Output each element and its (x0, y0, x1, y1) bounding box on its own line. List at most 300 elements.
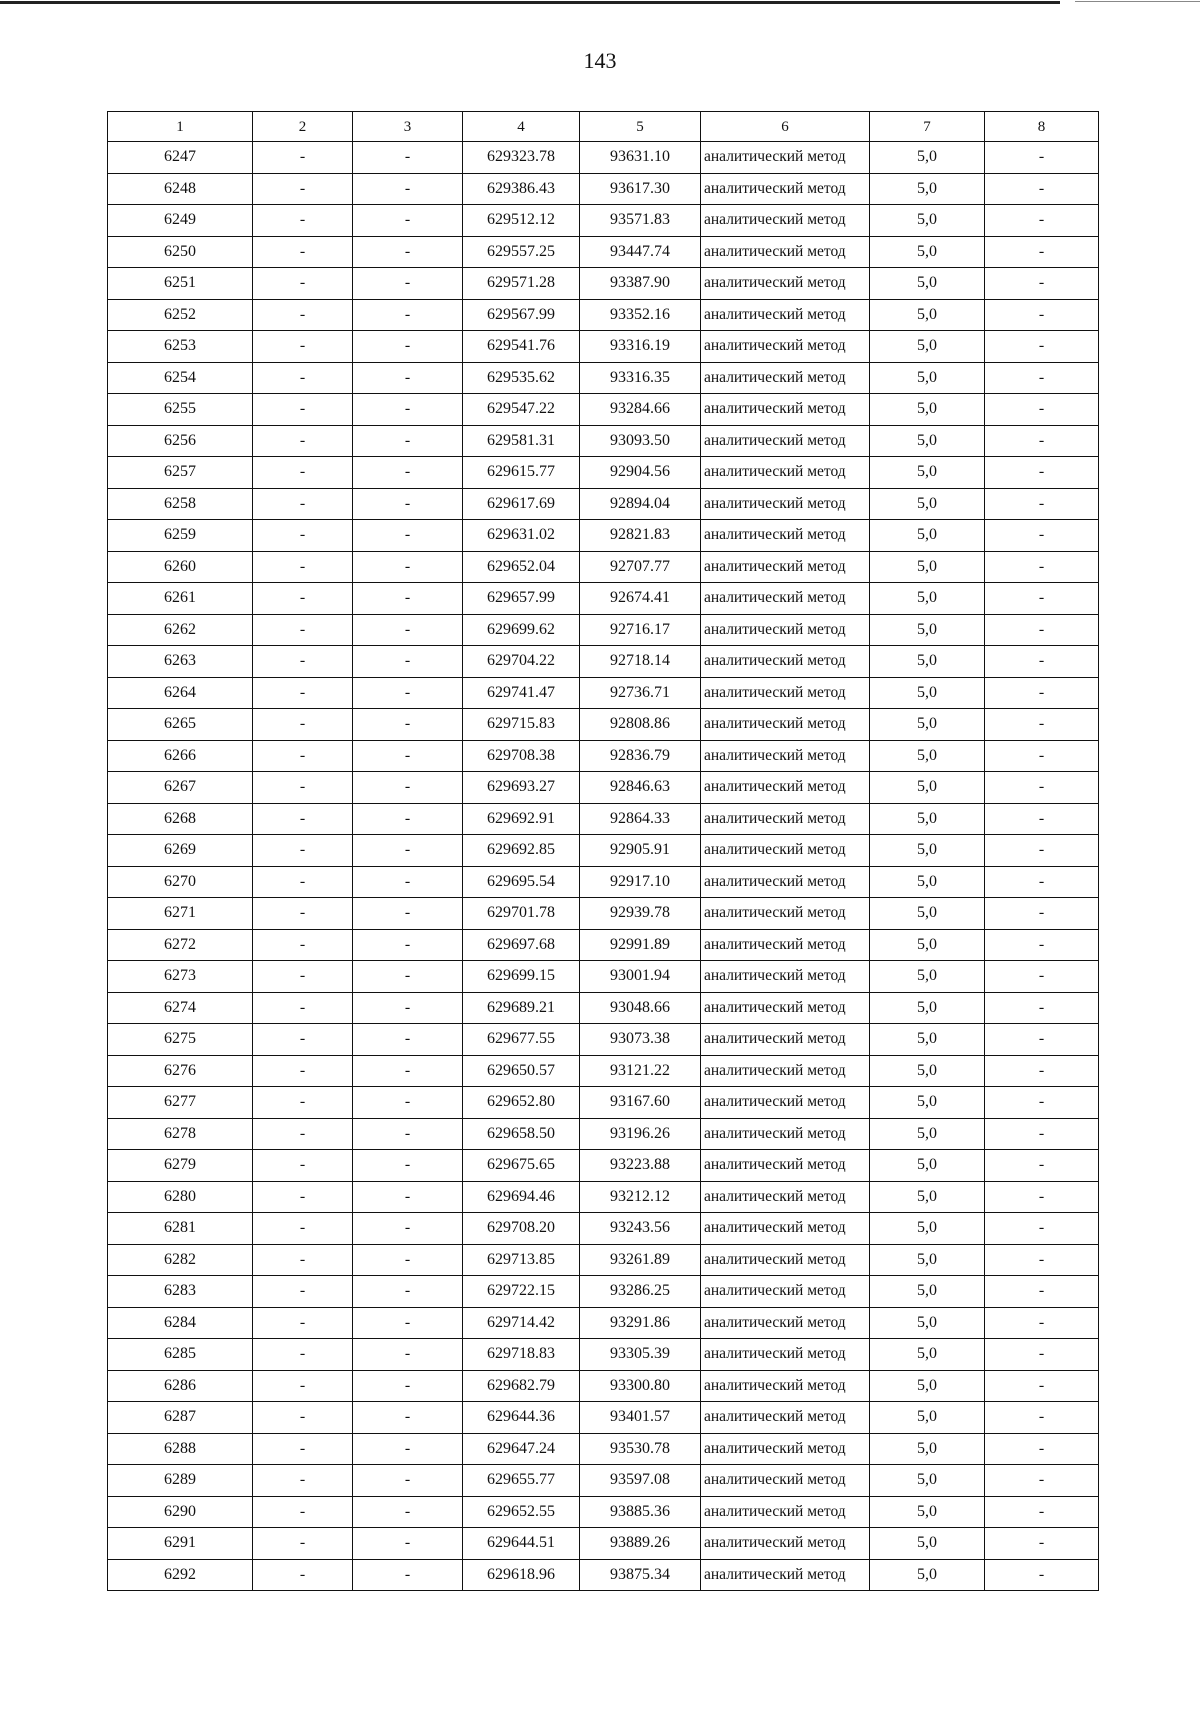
table-row (108, 677, 1099, 709)
x-coordinate-cell: 629699.62 (463, 614, 580, 646)
table-row (108, 551, 1099, 583)
x-coordinate-cell: 629708.20 (463, 1213, 580, 1245)
x-coordinate-cell: 629675.65 (463, 1150, 580, 1182)
accuracy-cell: 5,0 (870, 992, 985, 1024)
col3-cell: - (353, 929, 463, 961)
col2-cell: - (253, 740, 353, 772)
col2-cell: - (253, 709, 353, 741)
col2-cell: - (253, 1370, 353, 1402)
point-number-cell: 6281 (108, 1213, 253, 1245)
col8-cell: - (985, 835, 1099, 867)
point-number-cell: 6268 (108, 803, 253, 835)
x-coordinate-cell: 629615.77 (463, 457, 580, 489)
col8-cell: - (985, 1276, 1099, 1308)
y-coordinate-cell: 92707.77 (580, 551, 701, 583)
method-cell: аналитический метод (701, 551, 870, 583)
accuracy-cell: 5,0 (870, 1024, 985, 1056)
column-header: 4 (463, 112, 580, 142)
table-row (108, 394, 1099, 426)
point-number-cell: 6257 (108, 457, 253, 489)
col3-cell: - (353, 1370, 463, 1402)
col3-cell: - (353, 835, 463, 867)
table-row (108, 1244, 1099, 1276)
col3-cell: - (353, 299, 463, 331)
point-number-cell: 6262 (108, 614, 253, 646)
method-cell: аналитический метод (701, 1276, 870, 1308)
method-cell: аналитический метод (701, 1528, 870, 1560)
col3-cell: - (353, 142, 463, 174)
point-number-cell: 6289 (108, 1465, 253, 1497)
y-coordinate-cell: 93352.16 (580, 299, 701, 331)
method-cell: аналитический метод (701, 142, 870, 174)
col2-cell: - (253, 961, 353, 993)
point-number-cell: 6260 (108, 551, 253, 583)
accuracy-cell: 5,0 (870, 1213, 985, 1245)
col2-cell: - (253, 268, 353, 300)
method-cell: аналитический метод (701, 961, 870, 993)
table-row (108, 520, 1099, 552)
x-coordinate-cell: 629718.83 (463, 1339, 580, 1371)
y-coordinate-cell: 92905.91 (580, 835, 701, 867)
col2-cell: - (253, 583, 353, 615)
col3-cell: - (353, 457, 463, 489)
col2-cell: - (253, 394, 353, 426)
col3-cell: - (353, 362, 463, 394)
y-coordinate-cell: 92904.56 (580, 457, 701, 489)
method-cell: аналитический метод (701, 835, 870, 867)
point-number-cell: 6271 (108, 898, 253, 930)
table-row (108, 1276, 1099, 1308)
col8-cell: - (985, 1087, 1099, 1119)
col2-cell: - (253, 299, 353, 331)
accuracy-cell: 5,0 (870, 173, 985, 205)
method-cell: аналитический метод (701, 1559, 870, 1591)
col3-cell: - (353, 394, 463, 426)
point-number-cell: 6278 (108, 1118, 253, 1150)
method-cell: аналитический метод (701, 488, 870, 520)
accuracy-cell: 5,0 (870, 1307, 985, 1339)
y-coordinate-cell: 93223.88 (580, 1150, 701, 1182)
col8-cell: - (985, 1339, 1099, 1371)
y-coordinate-cell: 93889.26 (580, 1528, 701, 1560)
accuracy-cell: 5,0 (870, 1276, 985, 1308)
col2-cell: - (253, 1118, 353, 1150)
method-cell: аналитический метод (701, 772, 870, 804)
col2-cell: - (253, 331, 353, 363)
method-cell: аналитический метод (701, 1244, 870, 1276)
method-cell: аналитический метод (701, 457, 870, 489)
col3-cell: - (353, 1276, 463, 1308)
y-coordinate-cell: 93196.26 (580, 1118, 701, 1150)
col3-cell: - (353, 1087, 463, 1119)
accuracy-cell: 5,0 (870, 614, 985, 646)
y-coordinate-cell: 93885.36 (580, 1496, 701, 1528)
col3-cell: - (353, 803, 463, 835)
method-cell: аналитический метод (701, 1496, 870, 1528)
column-header: 3 (353, 112, 463, 142)
x-coordinate-cell: 629547.22 (463, 394, 580, 426)
scan-edge-line (0, 1, 1060, 4)
method-cell: аналитический метод (701, 866, 870, 898)
x-coordinate-cell: 629652.55 (463, 1496, 580, 1528)
col2-cell: - (253, 1339, 353, 1371)
col2-cell: - (253, 614, 353, 646)
col8-cell: - (985, 268, 1099, 300)
table-row (108, 173, 1099, 205)
table-row (108, 961, 1099, 993)
coordinates-table (107, 111, 1099, 1591)
table-row (108, 1055, 1099, 1087)
col8-cell: - (985, 142, 1099, 174)
table-row (108, 1465, 1099, 1497)
x-coordinate-cell: 629512.12 (463, 205, 580, 237)
x-coordinate-cell: 629571.28 (463, 268, 580, 300)
table-row (108, 1087, 1099, 1119)
method-cell: аналитический метод (701, 646, 870, 678)
x-coordinate-cell: 629567.99 (463, 299, 580, 331)
y-coordinate-cell: 93316.19 (580, 331, 701, 363)
x-coordinate-cell: 629655.77 (463, 1465, 580, 1497)
method-cell: аналитический метод (701, 1150, 870, 1182)
accuracy-cell: 5,0 (870, 740, 985, 772)
accuracy-cell: 5,0 (870, 205, 985, 237)
point-number-cell: 6273 (108, 961, 253, 993)
point-number-cell: 6274 (108, 992, 253, 1024)
table-row (108, 803, 1099, 835)
col3-cell: - (353, 173, 463, 205)
accuracy-cell: 5,0 (870, 1055, 985, 1087)
y-coordinate-cell: 93286.25 (580, 1276, 701, 1308)
col8-cell: - (985, 740, 1099, 772)
col3-cell: - (353, 1402, 463, 1434)
point-number-cell: 6251 (108, 268, 253, 300)
point-number-cell: 6247 (108, 142, 253, 174)
x-coordinate-cell: 629704.22 (463, 646, 580, 678)
accuracy-cell: 5,0 (870, 457, 985, 489)
col2-cell: - (253, 1276, 353, 1308)
col3-cell: - (353, 583, 463, 615)
method-cell: аналитический метод (701, 740, 870, 772)
col8-cell: - (985, 677, 1099, 709)
col2-cell: - (253, 772, 353, 804)
scan-edge-line-right (1075, 1, 1200, 2)
point-number-cell: 6266 (108, 740, 253, 772)
accuracy-cell: 5,0 (870, 866, 985, 898)
accuracy-cell: 5,0 (870, 646, 985, 678)
y-coordinate-cell: 93093.50 (580, 425, 701, 457)
y-coordinate-cell: 93121.22 (580, 1055, 701, 1087)
point-number-cell: 6280 (108, 1181, 253, 1213)
col2-cell: - (253, 803, 353, 835)
col2-cell: - (253, 142, 353, 174)
col3-cell: - (353, 425, 463, 457)
x-coordinate-cell: 629692.91 (463, 803, 580, 835)
col2-cell: - (253, 677, 353, 709)
col8-cell: - (985, 1024, 1099, 1056)
x-coordinate-cell: 629713.85 (463, 1244, 580, 1276)
accuracy-cell: 5,0 (870, 835, 985, 867)
method-cell: аналитический метод (701, 1402, 870, 1434)
point-number-cell: 6261 (108, 583, 253, 615)
accuracy-cell: 5,0 (870, 551, 985, 583)
col2-cell: - (253, 457, 353, 489)
col8-cell: - (985, 457, 1099, 489)
method-cell: аналитический метод (701, 1433, 870, 1465)
accuracy-cell: 5,0 (870, 299, 985, 331)
col2-cell: - (253, 425, 353, 457)
method-cell: аналитический метод (701, 362, 870, 394)
accuracy-cell: 5,0 (870, 803, 985, 835)
y-coordinate-cell: 93291.86 (580, 1307, 701, 1339)
method-cell: аналитический метод (701, 299, 870, 331)
method-cell: аналитический метод (701, 205, 870, 237)
x-coordinate-cell: 629692.85 (463, 835, 580, 867)
col3-cell: - (353, 646, 463, 678)
accuracy-cell: 5,0 (870, 1339, 985, 1371)
col3-cell: - (353, 1433, 463, 1465)
x-coordinate-cell: 629741.47 (463, 677, 580, 709)
col3-cell: - (353, 614, 463, 646)
table-row (108, 488, 1099, 520)
x-coordinate-cell: 629631.02 (463, 520, 580, 552)
point-number-cell: 6269 (108, 835, 253, 867)
table-row (108, 299, 1099, 331)
point-number-cell: 6288 (108, 1433, 253, 1465)
point-number-cell: 6254 (108, 362, 253, 394)
method-cell: аналитический метод (701, 1370, 870, 1402)
method-cell: аналитический метод (701, 331, 870, 363)
col8-cell: - (985, 362, 1099, 394)
y-coordinate-cell: 92917.10 (580, 866, 701, 898)
col3-cell: - (353, 1055, 463, 1087)
method-cell: аналитический метод (701, 1055, 870, 1087)
table-row (108, 898, 1099, 930)
table-row (108, 1496, 1099, 1528)
method-cell: аналитический метод (701, 614, 870, 646)
table-row (108, 1339, 1099, 1371)
col3-cell: - (353, 866, 463, 898)
col2-cell: - (253, 1402, 353, 1434)
col2-cell: - (253, 236, 353, 268)
col8-cell: - (985, 394, 1099, 426)
col8-cell: - (985, 1181, 1099, 1213)
y-coordinate-cell: 93875.34 (580, 1559, 701, 1591)
table-row (108, 142, 1099, 174)
accuracy-cell: 5,0 (870, 236, 985, 268)
point-number-cell: 6248 (108, 173, 253, 205)
method-cell: аналитический метод (701, 1213, 870, 1245)
col8-cell: - (985, 299, 1099, 331)
y-coordinate-cell: 92718.14 (580, 646, 701, 678)
y-coordinate-cell: 92716.17 (580, 614, 701, 646)
table-row (108, 614, 1099, 646)
table-row (108, 425, 1099, 457)
y-coordinate-cell: 93387.90 (580, 268, 701, 300)
accuracy-cell: 5,0 (870, 898, 985, 930)
x-coordinate-cell: 629323.78 (463, 142, 580, 174)
table-row (108, 709, 1099, 741)
x-coordinate-cell: 629541.76 (463, 331, 580, 363)
y-coordinate-cell: 93261.89 (580, 1244, 701, 1276)
accuracy-cell: 5,0 (870, 1559, 985, 1591)
method-cell: аналитический метод (701, 929, 870, 961)
y-coordinate-cell: 93316.35 (580, 362, 701, 394)
x-coordinate-cell: 629693.27 (463, 772, 580, 804)
y-coordinate-cell: 93597.08 (580, 1465, 701, 1497)
x-coordinate-cell: 629699.15 (463, 961, 580, 993)
y-coordinate-cell: 93243.56 (580, 1213, 701, 1245)
col8-cell: - (985, 1433, 1099, 1465)
y-coordinate-cell: 93212.12 (580, 1181, 701, 1213)
column-header: 5 (580, 112, 701, 142)
accuracy-cell: 5,0 (870, 1496, 985, 1528)
col3-cell: - (353, 1496, 463, 1528)
table-row (108, 1213, 1099, 1245)
accuracy-cell: 5,0 (870, 772, 985, 804)
method-cell: аналитический метод (701, 583, 870, 615)
x-coordinate-cell: 629689.21 (463, 992, 580, 1024)
y-coordinate-cell: 93631.10 (580, 142, 701, 174)
table-row (108, 929, 1099, 961)
point-number-cell: 6277 (108, 1087, 253, 1119)
col3-cell: - (353, 709, 463, 741)
col8-cell: - (985, 1150, 1099, 1182)
col2-cell: - (253, 1087, 353, 1119)
col3-cell: - (353, 1150, 463, 1182)
column-header: 6 (701, 112, 870, 142)
col2-cell: - (253, 835, 353, 867)
x-coordinate-cell: 629535.62 (463, 362, 580, 394)
point-number-cell: 6283 (108, 1276, 253, 1308)
x-coordinate-cell: 629386.43 (463, 173, 580, 205)
col3-cell: - (353, 1339, 463, 1371)
col8-cell: - (985, 1055, 1099, 1087)
x-coordinate-cell: 629722.15 (463, 1276, 580, 1308)
point-number-cell: 6255 (108, 394, 253, 426)
col3-cell: - (353, 331, 463, 363)
method-cell: аналитический метод (701, 677, 870, 709)
x-coordinate-cell: 629708.38 (463, 740, 580, 772)
col2-cell: - (253, 520, 353, 552)
point-number-cell: 6256 (108, 425, 253, 457)
col3-cell: - (353, 772, 463, 804)
col3-cell: - (353, 1307, 463, 1339)
col8-cell: - (985, 992, 1099, 1024)
x-coordinate-cell: 629652.80 (463, 1087, 580, 1119)
column-header: 2 (253, 112, 353, 142)
y-coordinate-cell: 92846.63 (580, 772, 701, 804)
col8-cell: - (985, 1307, 1099, 1339)
point-number-cell: 6292 (108, 1559, 253, 1591)
y-coordinate-cell: 93530.78 (580, 1433, 701, 1465)
col2-cell: - (253, 1150, 353, 1182)
accuracy-cell: 5,0 (870, 1402, 985, 1434)
y-coordinate-cell: 93447.74 (580, 236, 701, 268)
y-coordinate-cell: 93001.94 (580, 961, 701, 993)
col2-cell: - (253, 1528, 353, 1560)
col2-cell: - (253, 551, 353, 583)
point-number-cell: 6285 (108, 1339, 253, 1371)
col8-cell: - (985, 646, 1099, 678)
accuracy-cell: 5,0 (870, 520, 985, 552)
y-coordinate-cell: 93617.30 (580, 173, 701, 205)
point-number-cell: 6291 (108, 1528, 253, 1560)
table-row (108, 1559, 1099, 1591)
col2-cell: - (253, 1024, 353, 1056)
col8-cell: - (985, 1213, 1099, 1245)
col2-cell: - (253, 898, 353, 930)
accuracy-cell: 5,0 (870, 1087, 985, 1119)
col2-cell: - (253, 1181, 353, 1213)
x-coordinate-cell: 629644.51 (463, 1528, 580, 1560)
table-row (108, 740, 1099, 772)
col3-cell: - (353, 236, 463, 268)
point-number-cell: 6249 (108, 205, 253, 237)
col8-cell: - (985, 614, 1099, 646)
col8-cell: - (985, 1118, 1099, 1150)
method-cell: аналитический метод (701, 898, 870, 930)
method-cell: аналитический метод (701, 520, 870, 552)
table-row (108, 1402, 1099, 1434)
table-row (108, 646, 1099, 678)
col3-cell: - (353, 740, 463, 772)
accuracy-cell: 5,0 (870, 1433, 985, 1465)
y-coordinate-cell: 93167.60 (580, 1087, 701, 1119)
table-body (108, 112, 1099, 1591)
col8-cell: - (985, 929, 1099, 961)
y-coordinate-cell: 93401.57 (580, 1402, 701, 1434)
point-number-cell: 6263 (108, 646, 253, 678)
y-coordinate-cell: 93048.66 (580, 992, 701, 1024)
col3-cell: - (353, 551, 463, 583)
col8-cell: - (985, 425, 1099, 457)
accuracy-cell: 5,0 (870, 929, 985, 961)
x-coordinate-cell: 629701.78 (463, 898, 580, 930)
method-cell: аналитический метод (701, 1465, 870, 1497)
x-coordinate-cell: 629557.25 (463, 236, 580, 268)
x-coordinate-cell: 629697.68 (463, 929, 580, 961)
accuracy-cell: 5,0 (870, 425, 985, 457)
accuracy-cell: 5,0 (870, 1181, 985, 1213)
x-coordinate-cell: 629618.96 (463, 1559, 580, 1591)
col2-cell: - (253, 1465, 353, 1497)
col8-cell: - (985, 488, 1099, 520)
col3-cell: - (353, 961, 463, 993)
col2-cell: - (253, 362, 353, 394)
x-coordinate-cell: 629682.79 (463, 1370, 580, 1402)
col8-cell: - (985, 1370, 1099, 1402)
accuracy-cell: 5,0 (870, 394, 985, 426)
point-number-cell: 6290 (108, 1496, 253, 1528)
table-header-row (108, 112, 1099, 142)
accuracy-cell: 5,0 (870, 1528, 985, 1560)
accuracy-cell: 5,0 (870, 677, 985, 709)
x-coordinate-cell: 629658.50 (463, 1118, 580, 1150)
method-cell: аналитический метод (701, 425, 870, 457)
accuracy-cell: 5,0 (870, 488, 985, 520)
accuracy-cell: 5,0 (870, 1150, 985, 1182)
col8-cell: - (985, 205, 1099, 237)
page-number: 143 (583, 48, 617, 73)
point-number-cell: 6284 (108, 1307, 253, 1339)
col2-cell: - (253, 205, 353, 237)
x-coordinate-cell: 629695.54 (463, 866, 580, 898)
accuracy-cell: 5,0 (870, 1465, 985, 1497)
table-row (108, 1370, 1099, 1402)
x-coordinate-cell: 629581.31 (463, 425, 580, 457)
method-cell: аналитический метод (701, 1339, 870, 1371)
col2-cell: - (253, 866, 353, 898)
